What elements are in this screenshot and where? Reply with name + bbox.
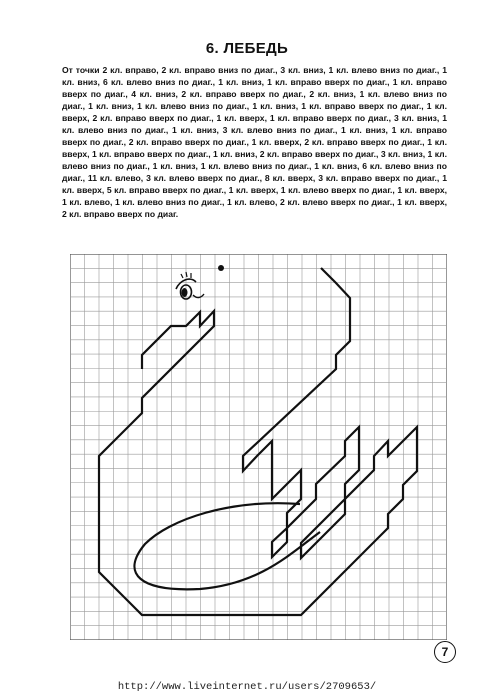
grid-svg: [70, 254, 447, 640]
wing-curve: [134, 503, 320, 589]
swan-outline: [99, 268, 417, 615]
instructions-paragraph: [62, 64, 447, 220]
instructions-text: 2 кл. вправо, 2 кл. вправо вниз по диаг., 3 кл. вниз, 1 кл. влево вниз по диаг., 1 кл. вниз, 6 кл. влево вниз по диаг., 1 кл. вниз, 1 кл. вправо вверх по диаг., 1 кл. вправо вверх по диаг., 4 кл. вниз, 2 кл. вправо вверх по диаг., 2 кл. вниз, 1 кл. влево вниз по диаг., 1 кл. вниз, 1 кл. влево вниз по диаг., 1 кл. вниз, 1 кл. вправо вверх по диаг., 1 кл. вверх, 2 кл. вправо вверх по диаг., 1 кл. вверх, 1 кл. вправо вверх по диаг., 3 кл. вниз, 1 кл. влево вниз по диаг., 1 кл. вниз, 3 кл. влево вниз по диаг., 1 кл. вниз, 1 кл. вправо вверх по диаг., 2 кл. вправо вверх по диаг., 1 кл. вверх, 2 кл. вправо вверх по диаг., 1 кл. вверх, 1 кл. вправо вверх по диаг., 1 кл. вниз, 2 кл. вправо вверх по диаг., 3 кл. вниз, 1 кл. влево вниз по диаг., 1 кл. вниз, 1 кл. влево вниз по диаг., 1 кл. вниз, 6 кл. влево вниз по диаг., 11 кл. влево, 3 кл. влево вверх по диаг., 8 кл. вверх, 3 кл. вправо вверх по диаг., 1 кл. вверх, 5 кл. вправо вверх по диаг., 1 кл. вверх, 1 кл. влево вверх по диаг., 1 кл. вверх, 1 кл. влево, 1 кл. влево вниз по диаг., 1 кл. влево, 2 кл. влево вверх по диаг., 1 кл. вверх, 2 кл. вправо вверх по диаг.: [62, 65, 447, 219]
eye-icon: [176, 272, 204, 299]
page-number: 7: [434, 641, 456, 663]
footer-url[interactable]: http://www.liveinternet.ru/users/2709653/: [117, 681, 377, 693]
page-title: 6. ЛЕБЕДЬ: [205, 40, 289, 57]
start-dot: [218, 265, 224, 271]
instructions-lead: От точки: [62, 65, 100, 75]
drawing-grid: [70, 254, 447, 640]
grid-lines: [70, 254, 447, 640]
